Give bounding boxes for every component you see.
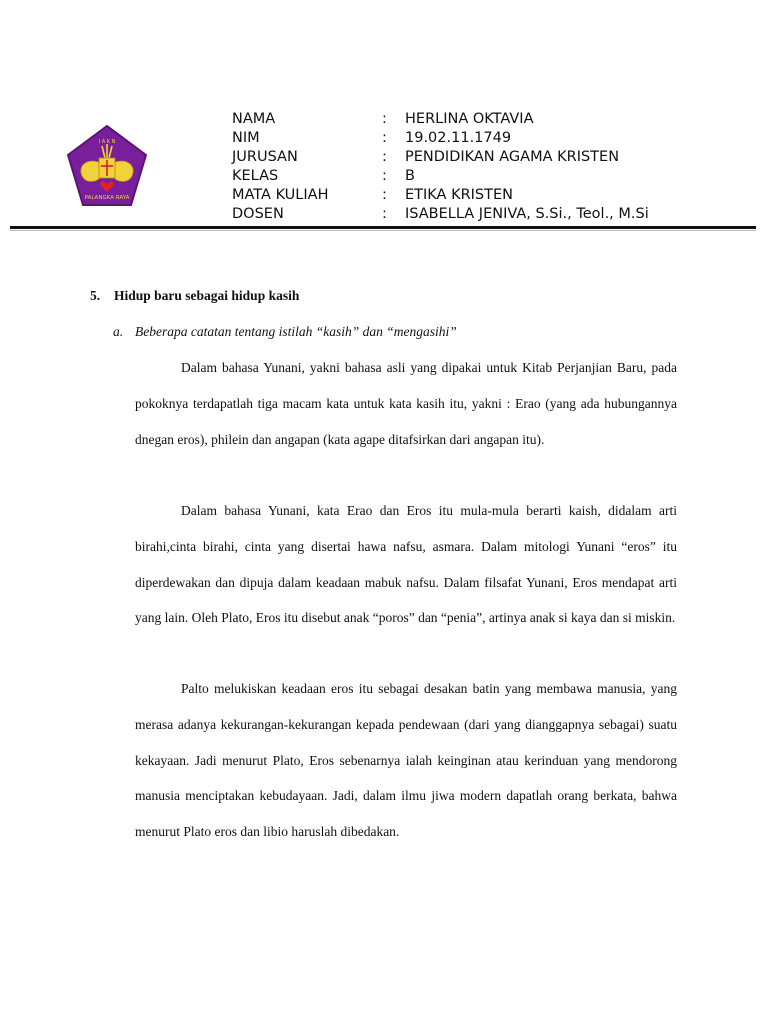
svg-text:I A K N: I A K N: [98, 139, 116, 145]
header-label: JURUSAN: [232, 149, 298, 165]
header-label: MATA KULIAH: [232, 187, 329, 203]
header-colon: :: [382, 187, 387, 203]
svg-text:PALANGKA RAYA: PALANGKA RAYA: [84, 195, 130, 201]
header-colon: :: [382, 206, 387, 222]
university-logo: [66, 124, 148, 208]
header-value: B: [405, 168, 415, 184]
header-value: HERLINA OKTAVIA: [405, 111, 534, 127]
student-info-header: [232, 110, 649, 224]
paragraph-1: Dalam bahasa Yunani, yakni bahasa asli yang dipakai untuk Kitab Perjanjian Baru, pada pokoknya terdapatlah tiga macam kata untuk kata kasih itu, yakni : Erao (yang ada hubungannya dnegan eros), philein dan angapan (kata agape ditafsirkan dari angapan itu).: [135, 360, 677, 447]
header-row-mata-kuliah: [232, 186, 649, 205]
header-value: PENDIDIKAN AGAMA KRISTEN: [405, 149, 620, 165]
header-divider-thin: [10, 230, 756, 231]
header-label: KELAS: [232, 168, 279, 184]
header-label: NAMA: [232, 111, 276, 127]
header-label: DOSEN: [232, 206, 284, 222]
paragraph-2: Dalam bahasa Yunani, kata Erao dan Eros itu mula-mula berarti kaish, didalam arti birahi,cinta birahi, cinta yang disertai hawa nafsu, asmara. Dalam mitologi Yunani “eros” itu diperdewakan dan dipuja dalam keadaan mabuk nafsu. Dalam filsafat Yunani, Eros mendapat arti yang lain. Oleh Plato, Eros itu disebut anak “poros” dan “penia”, artinya anak si kaya dan si miskin.: [135, 503, 677, 626]
header-row-nama: [232, 110, 649, 129]
header-colon: :: [382, 111, 387, 127]
header-row-dosen: [232, 205, 649, 224]
subsection-letter: a.: [113, 324, 124, 339]
header-colon: :: [382, 149, 387, 165]
section-heading: [90, 288, 299, 304]
header-value: ISABELLA JENIVA, S.Si., Teol., M.Si: [405, 206, 649, 222]
paragraph-3: Palto melukiskan keadaan eros itu sebagai desakan batin yang membawa manusia, yang merasa adanya kekurangan-kekurangan kepada pendewaan (dari yang dianggapnya sebagai) suatu kekayaan. Jadi menurut Plato, Eros sebenarnya ialah keinginan atau kerinduan yang mendorong manusia menciptakan kebudayaan. Jadi, dalam ilmu jiwa modern dapatlah orang berkata, bahwa menurut Plato eros dan libio haruslah dibedakan.: [135, 681, 677, 840]
subsection-heading: [113, 324, 457, 340]
header-label: NIM: [232, 130, 260, 146]
header-value: 19.02.11.1749: [405, 130, 512, 146]
header-row-kelas: [232, 167, 649, 186]
header-row-nim: [232, 129, 649, 148]
iakn-emblem-icon: [66, 124, 148, 208]
section-title: Hidup baru sebagai hidup kasih: [114, 288, 300, 303]
header-row-jurusan: [232, 148, 649, 167]
subsection-title: Beberapa catatan tentang istilah “kasih” dan “mengasihi”: [135, 324, 457, 339]
header-colon: :: [382, 130, 387, 146]
section-number: 5.: [90, 288, 101, 303]
header-divider: [10, 226, 756, 229]
header-colon: :: [382, 168, 387, 184]
header-value: ETIKA KRISTEN: [405, 187, 514, 203]
